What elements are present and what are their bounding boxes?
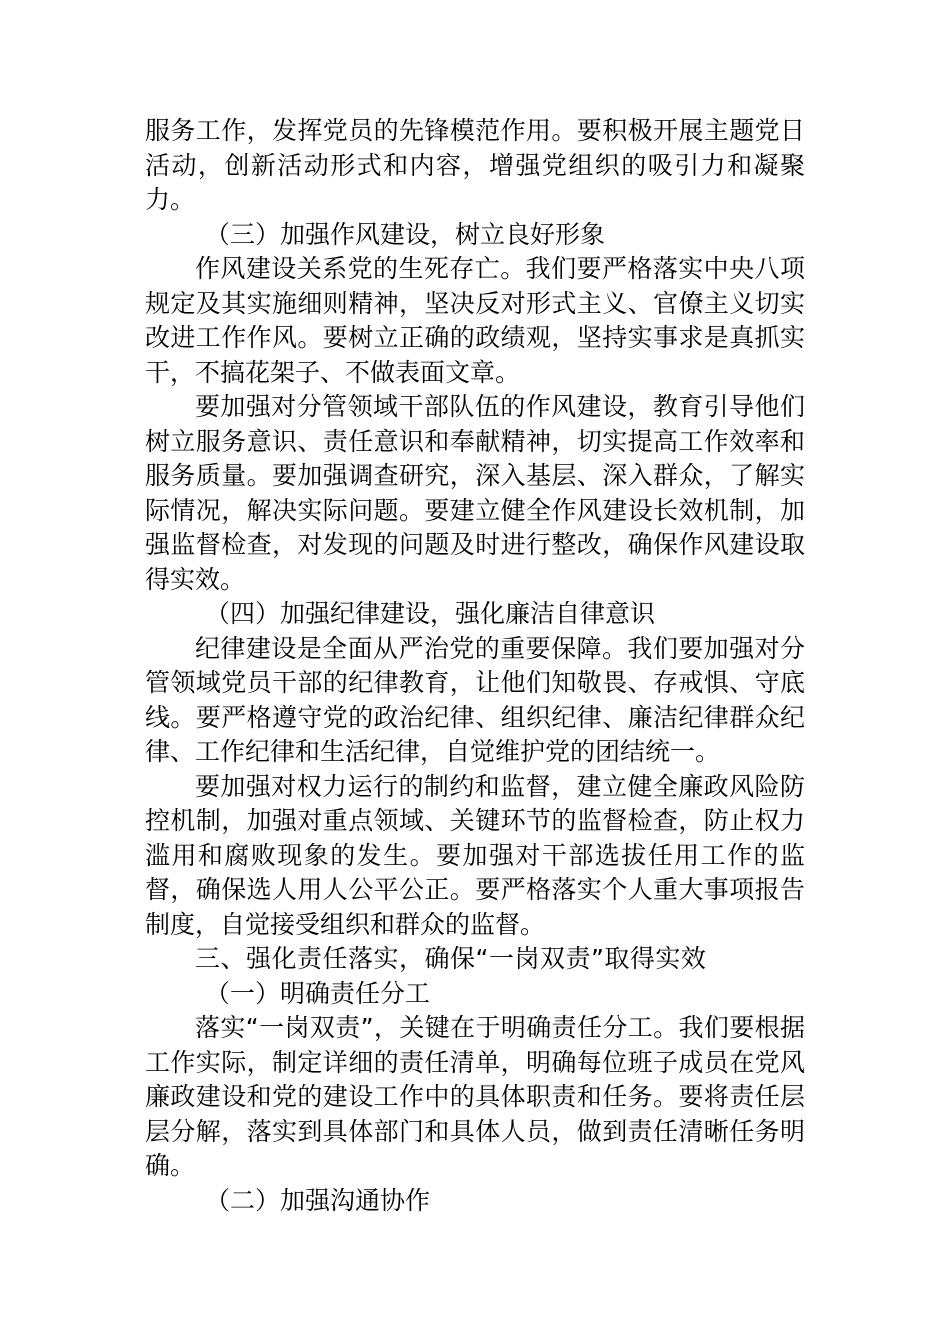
paragraph: 纪律建设是全面从严治党的重要保障。我们要加强对分管领域党员干部的纪律教育，让他们知敬畏、存戒惧、守底线。要严格遵守党的政治纪律、组织纪律、廉洁纪律群众纪律、工作纪律和生活纪律，自觉维护党的团结统一。: [145, 633, 805, 766]
paragraph: 落实“一岗双责”，关键在于明确责任分工。我们要根据工作实际，制定详细的责任清单，明确每位班子成员在党风廉政建设和党的建设工作中的具体职责和任务。要将责任层层分解，落实到具体部门和具体人员，做到责任清晰任务明确。: [145, 1013, 805, 1180]
paragraph: 要加强对权力运行的制约和监督，建立健全廉政风险防控机制，加强对重点领域、关键环节的监督检查，防止权力滥用和腐败现象的发生。要加强对干部选拔任用工作的监督，确保选人用人公平公正。要严格落实个人重大事项报告制度，自觉接受组织和群众的监督。: [145, 771, 805, 939]
subheading-four: （四）加强纪律建设，强化廉洁自律意识: [205, 599, 656, 628]
paragraph-continuation: 服务工作，发挥党员的先锋模范作用。要积极开展主题党日活动，创新活动形式和内容，增强党组织的吸引力和凝聚力。: [145, 116, 805, 214]
subheading-one: （一）明确责任分工: [205, 978, 431, 1008]
paragraph: 要加强对分管领域干部队伍的作风建设，教育引导他们树立服务意识、责任意识和奉献精神，切实提高工作效率和服务质量。要加强调查研究，深入基层、深入群众，了解实际情况，解决实际问题。要建立健全作风建设长效机制，加强监督检查，对发现的问题及时进行整改，确保作风建设取得实效。: [145, 392, 805, 594]
paragraph: 作风建设关系党的生死存亡。我们要严格落实中央八项规定及其实施细则精神，坚决反对形式主义、官僚主义切实改进工作作风。要树立正确的政绩观，坚持实事求是真抓实干，不搞花架子、不做表面文章。: [145, 254, 805, 387]
section-heading-three: 三、强化责任落实，确保“一岗双责”取得实效: [195, 944, 707, 973]
subheading-two: （二）加强沟通协作: [205, 1185, 431, 1215]
subheading-three: （三）加强作风建设，树立良好形象: [205, 219, 606, 249]
document-body: [145, 114, 805, 1218]
